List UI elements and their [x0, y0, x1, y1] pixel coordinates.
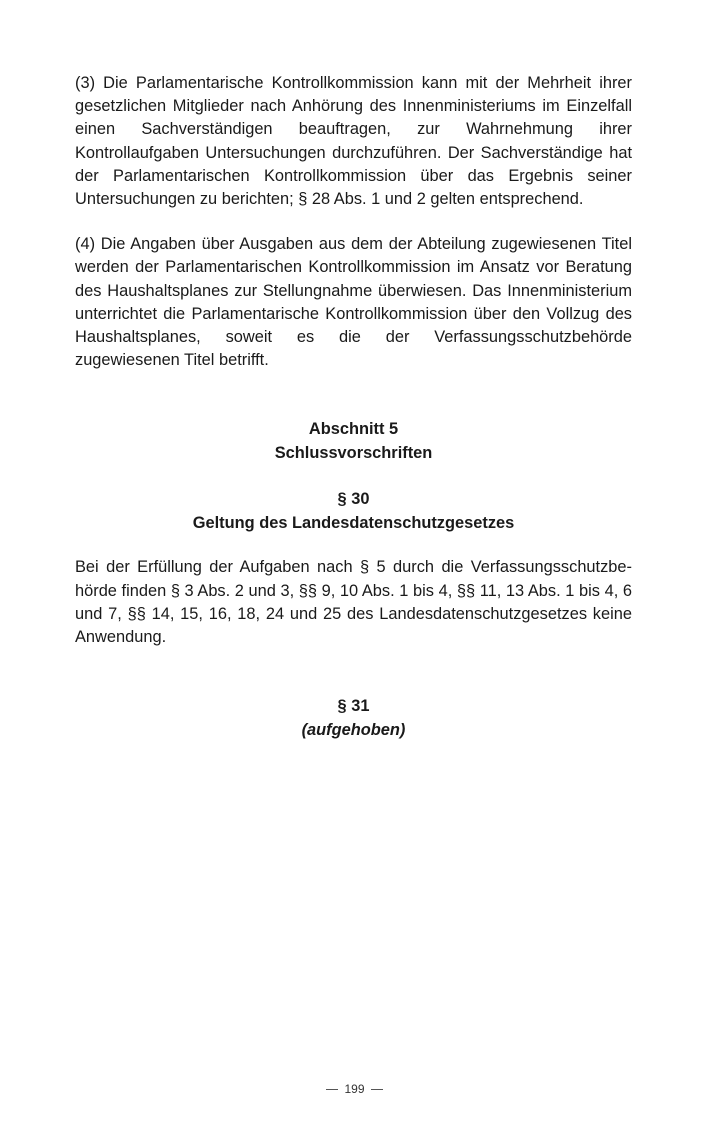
paragraph-30-heading	[75, 487, 632, 535]
footer-dash-right	[371, 1089, 383, 1090]
page-footer	[0, 1082, 709, 1096]
paragraph-31-number: § 31	[337, 697, 370, 716]
section-title: Schlussvorschriften	[274, 444, 433, 463]
paragraph-4: (4) Die Angaben über Ausgaben aus dem der Abteilung zugewiesenen Titel werden der Parlamentarischen Kontrollkommission im Ansatz vor Beratung des Haushaltsplanes zur Stellungnahme überwiesen. Das Innenministerium unterrichtet die Parlamentarische Kontrollkommission über den Vollzug des Haushaltsplanes, soweit es die der Verfassungsschutzbehörde zugewiesenen Titel betrifft.	[75, 235, 632, 370]
section-number: Abschnitt 5	[308, 420, 399, 439]
paragraph-30-text: Bei der Erfüllung der Aufgaben nach § 5 durch die Verfassungsschutzbehörde finden § 3 Abs. 2 und 3, §§ 9, 10 Abs. 1 bis 4, §§ 11, 13 Abs. 1 bis 4, 6 und 7, §§ 14, 15, 16, 18, 24 und 25 des Landesdatenschutzgesetzes keine Anwendung.	[75, 558, 632, 647]
paragraph-3: (3) Die Parlamentarische Kontrollkommission kann mit der Mehrheit ihrer gesetzlichen Mitglieder nach Anhörung des Innenministeriums im Einzelfall einen Sachverständigen beauftragen, zur Wahrnehmung ihrer Kontrollaufgaben Untersuchungen durchzuführen. Der Sachverständige hat der Parlamentarischen Kontrollkommission über das Ergebnis seiner Untersuchungen zu berichten; § 28 Abs. 1 und 2 gelten entsprechend.	[75, 74, 632, 209]
paragraph-31-title: (aufgehoben)	[301, 721, 406, 740]
section-heading	[75, 417, 632, 465]
page-content	[75, 72, 632, 742]
paragraph-30-title: Geltung des Landesdatenschutzgesetzes	[192, 514, 515, 533]
paragraph-30-number: § 30	[337, 490, 370, 509]
paragraph-31-heading	[75, 694, 632, 742]
footer-dash-left	[326, 1089, 338, 1090]
page-number: 199	[344, 1082, 365, 1096]
